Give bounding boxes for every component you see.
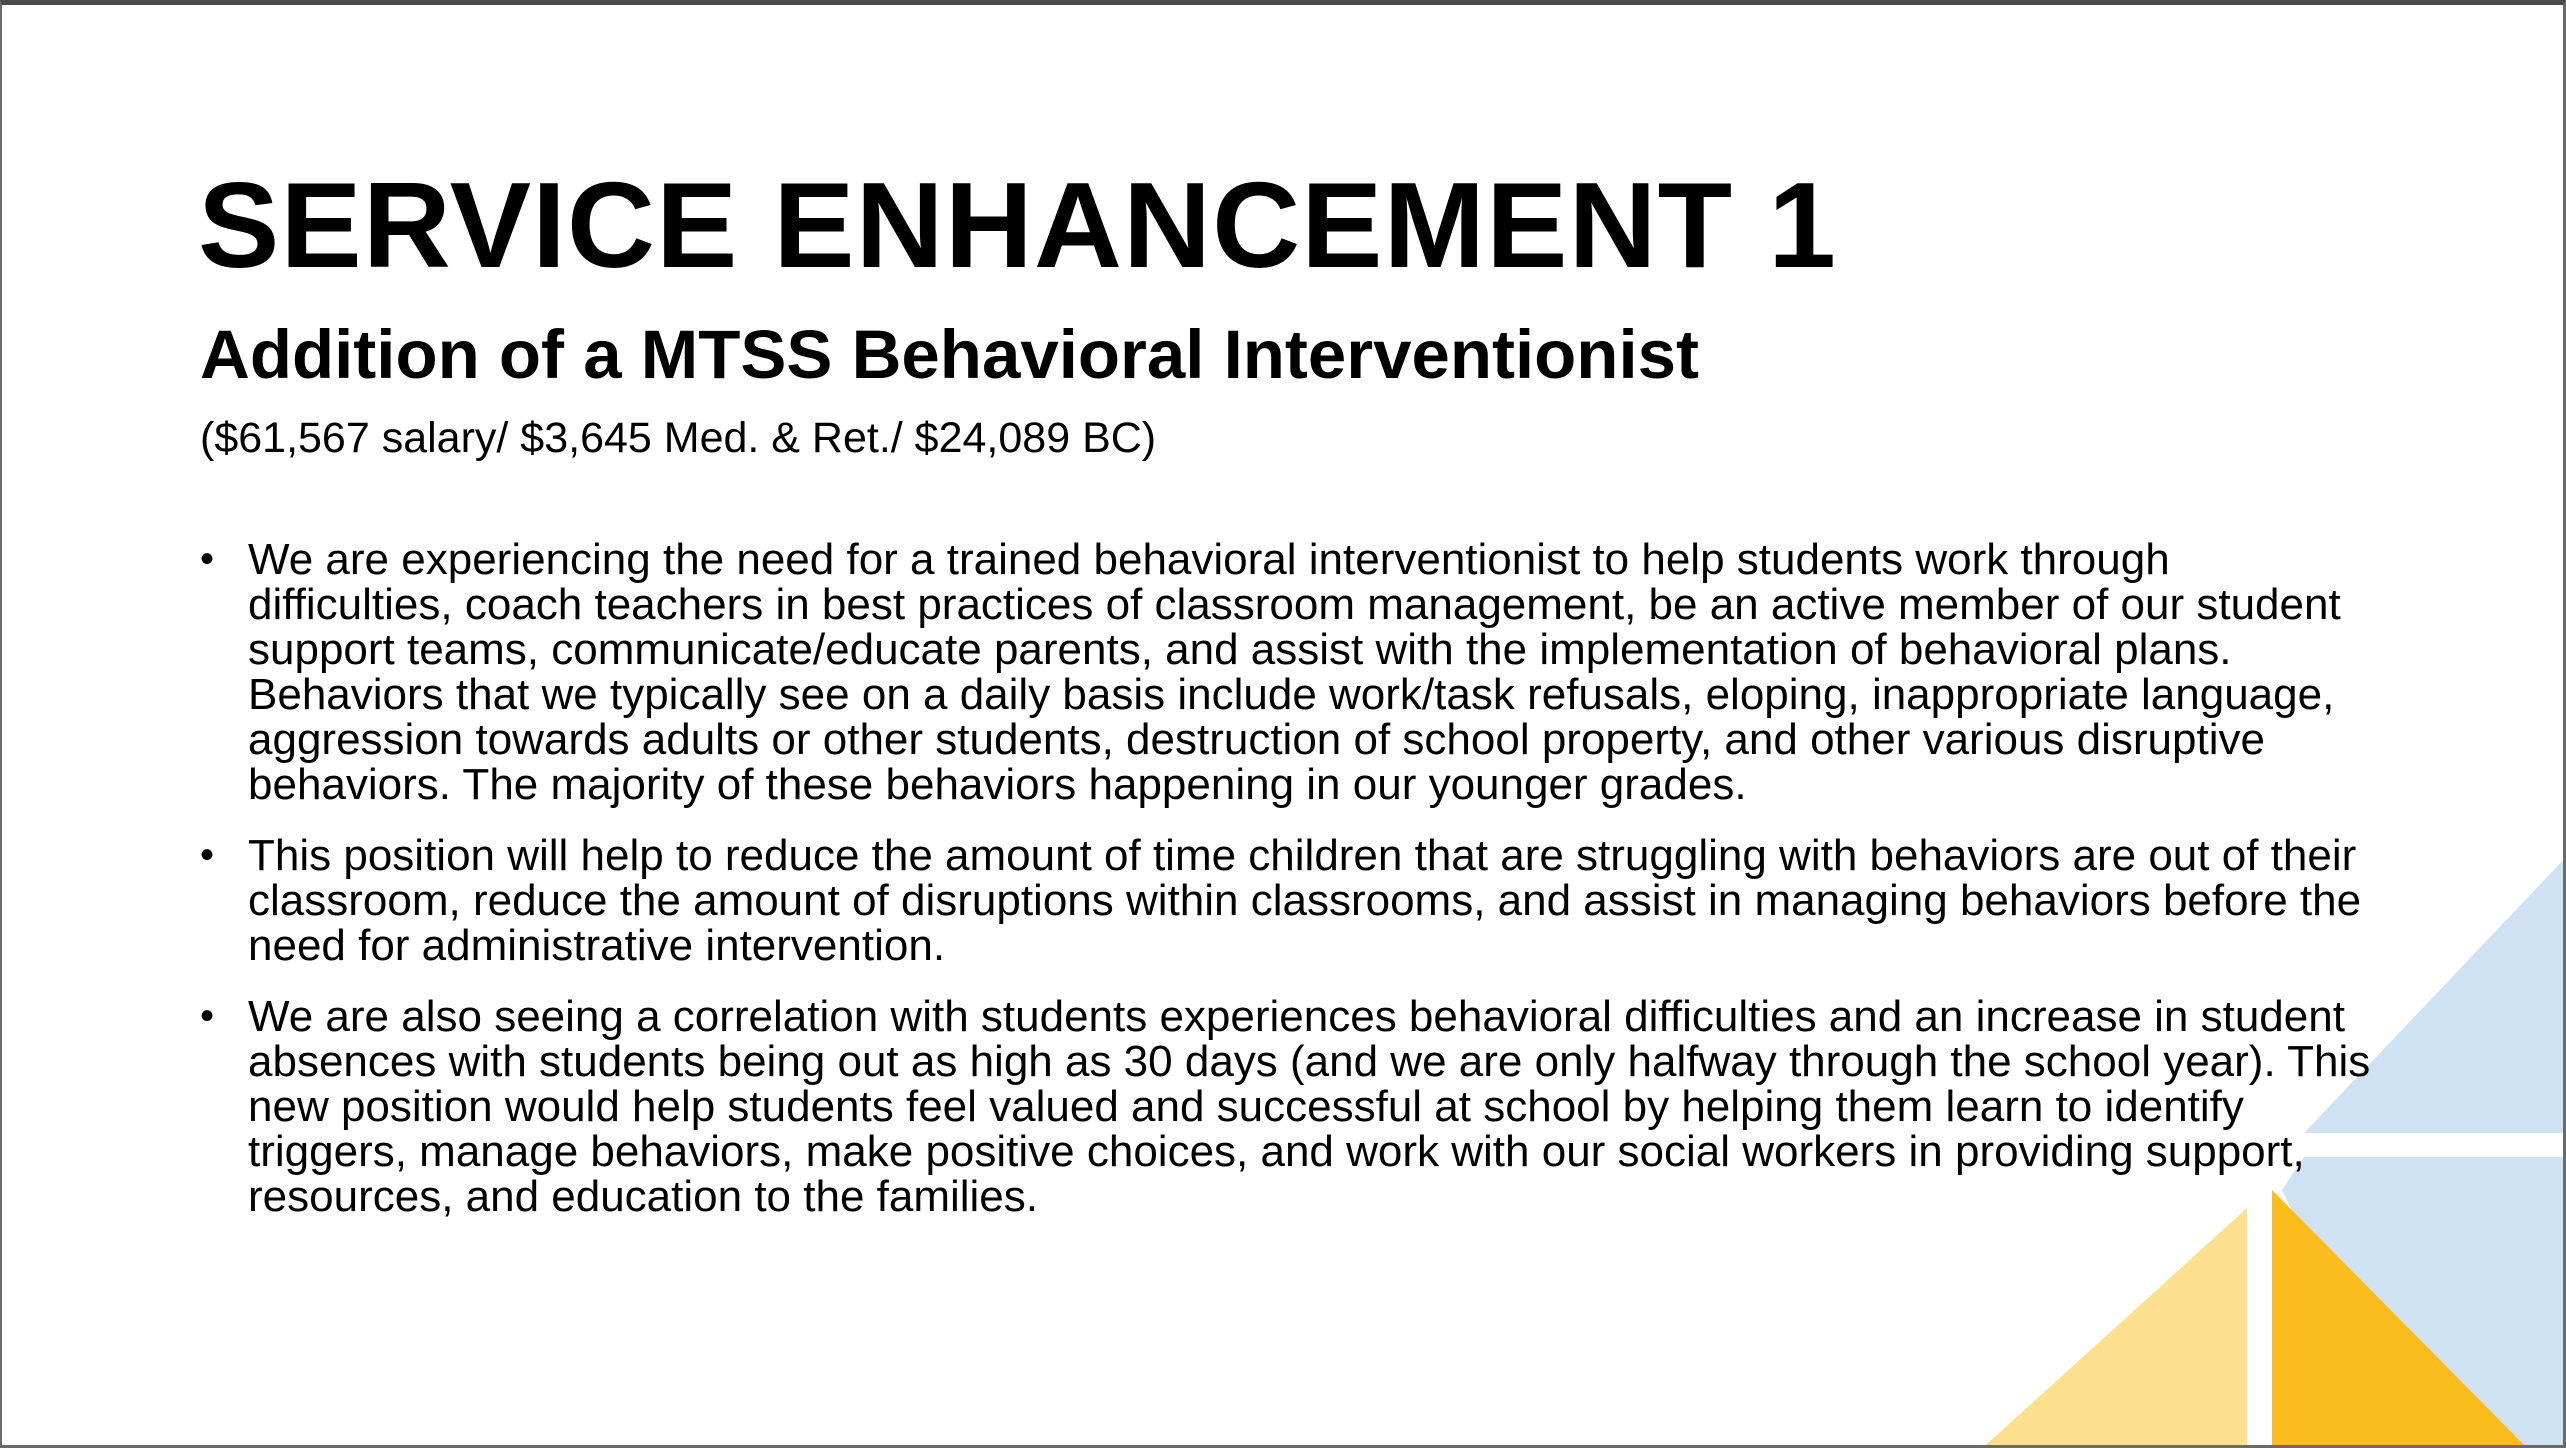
cost-breakdown: ($61,567 salary/ $3,645 Med. & Ret./ $24,089 BC) [200, 414, 1157, 462]
bullet-marker: • [200, 994, 215, 1038]
bullet-item [200, 994, 2380, 1219]
bullet-marker: • [200, 833, 215, 877]
bullet-item [200, 537, 2380, 807]
bullet-text: We are also seeing a correlation with students experiences behavioral difficulties and an increase in student absences with students being out as high as 30 days (and we are only halfway through the school year). This new position would help students feel valued and successful at school by helping them learn to identify triggers, manage behaviors, make positive choices, and work with our social workers in providing support, resources, and education to the families. [248, 992, 2371, 1221]
bullet-marker: • [200, 537, 215, 581]
bullet-list [200, 537, 2380, 1245]
slide-title: SERVICE ENHANCEMENT 1 [198, 157, 1837, 293]
bullet-item [200, 833, 2380, 968]
slide-subtitle: Addition of a MTSS Behavioral Interventionist [200, 316, 1699, 393]
bullet-text: This position will help to reduce the amount of time children that are struggling with behaviors are out of their classroom, reduce the amount of disruptions within classrooms, and assist in managing behaviors before the need for administrative intervention. [248, 831, 2362, 970]
bullet-text: We are experiencing the need for a trained behavioral interventionist to help students work through difficulties, coach teachers in best practices of classroom management, be an active member of our student support teams, communicate/educate parents, and assist with the implementation of behavioral plans. Behaviors that we typically see on a daily basis include work/task refusals, eloping, inappropriate language, aggression towards adults or other students, destruction of school property, and other various disruptive behaviors. The majority of these behaviors happening in our younger grades. [248, 535, 2341, 809]
